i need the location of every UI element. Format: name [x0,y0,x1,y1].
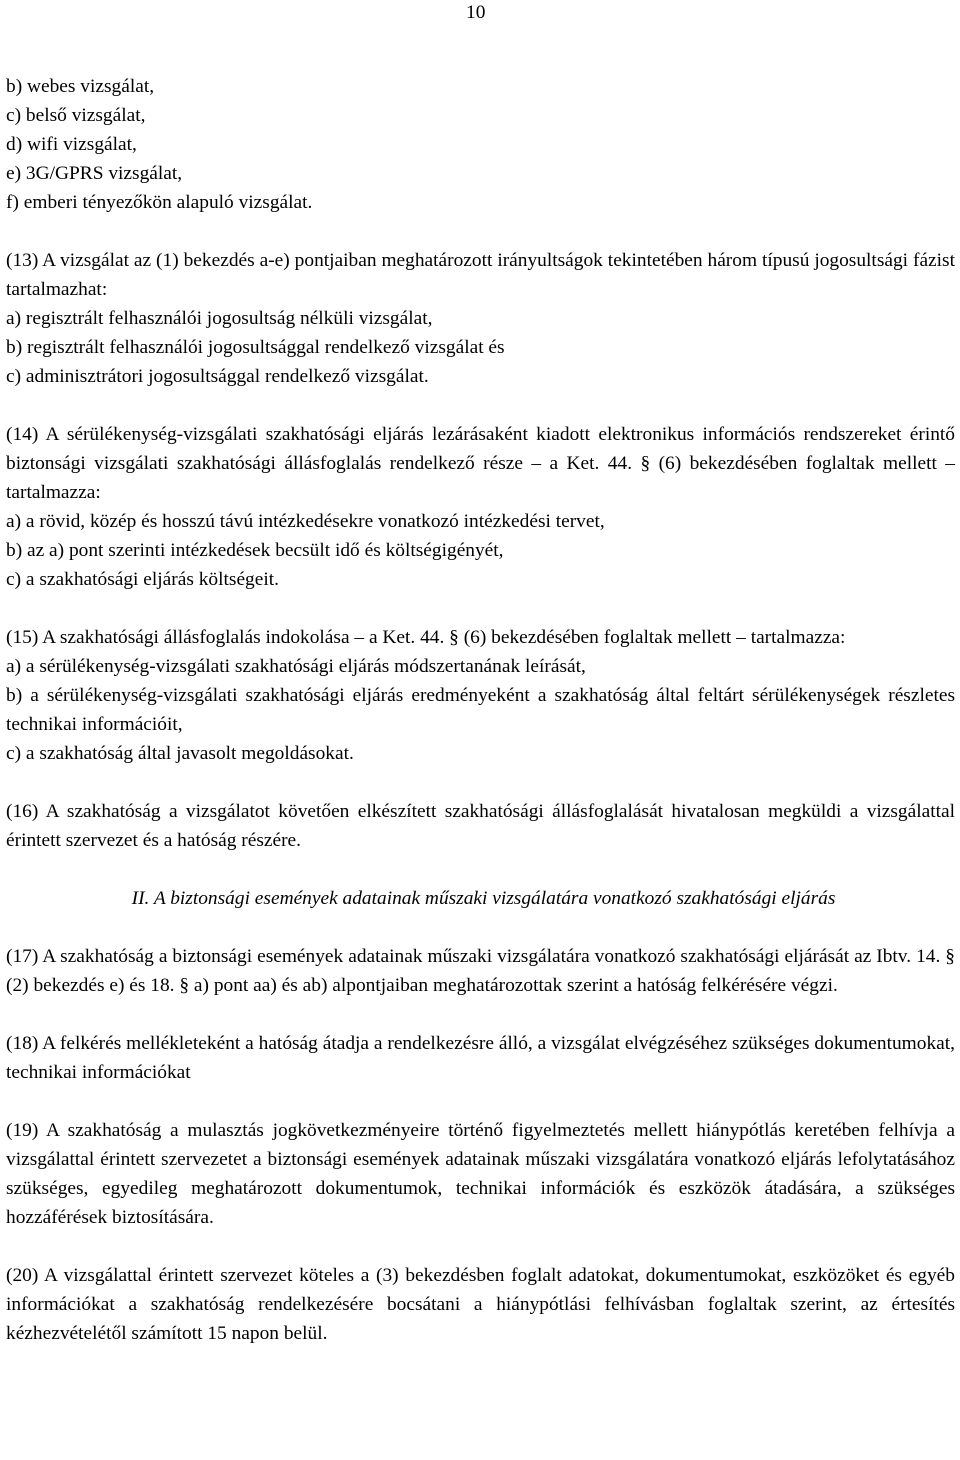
paragraph-19: (19) A szakhatóság a mulasztás jogkövetkezményeire történő figyelmeztetés mellett hiánypótlás keretében felhívja a vizsgálattal érintett szervezetet a biztonsági események adatainak műszaki vizsgálatára vonatkozó eljárás lefolytatásához szükséges, egyedileg meghatározott dokumentumok, technikai információk és eszközök átadására, a szükséges hozzáférések biztosítására. [6,1120,955,1228]
page-number: 10 [466,2,486,23]
paragraph-15-intro: (15) A szakhatósági állásfoglalás indokolása – a Ket. 44. § (6) bekezdésében foglaltak mellett – tartalmazza: [6,627,846,648]
paragraph-13 [6,246,955,391]
paragraph-13-intro: (13) A vizsgálat az (1) bekezdés a-e) pontjaiban meghatározott irányultságok tekintetében három típusú jogosultsági fázist tartalmazhat: [6,250,955,300]
list-item: e) 3G/GPRS vizsgálat, [6,163,183,184]
list-item: a) a rövid, közép és hosszú távú intézkedésekre vonatkozó intézkedési tervet, [6,511,605,532]
list-item: d) wifi vizsgálat, [6,134,137,155]
list-item: b) webes vizsgálat, [6,76,155,97]
paragraph-14-intro: (14) A sérülékenység-vizsgálati szakhatósági eljárás lezárásaként kiadott elektronikus információs rendszereket érintő biztonsági vizsgálati szakhatósági állásfoglalás rendelkező része – a Ket. 44. § (6) bekezdésében foglaltak mellett – tartalmazza: [6,424,955,503]
paragraph-20: (20) A vizsgálattal érintett szervezet köteles a (3) bekezdésben foglalt adatokat, dokumentumokat, eszközöket és egyéb információkat a szakhatóság rendelkezésére bocsátani a hiánypótlási felhívásban foglaltak szerint, az értesítés kézhezvételétől számított 15 napon belül. [6,1265,955,1344]
scan-types-list [6,72,955,217]
section-heading: II. A biztonsági események adatainak műszaki vizsgálatára vonatkozó szakhatósági eljárás [131,888,836,909]
list-item: c) adminisztrátori jogosultsággal rendelkező vizsgálat. [6,366,429,387]
list-item: c) belső vizsgálat, [6,105,146,126]
list-item: c) a szakhatóság által javasolt megoldásokat. [6,743,354,764]
list-item: b) a sérülékenység-vizsgálati szakhatósági eljárás eredményeként a szakhatóság által feltárt sérülékenységek részletes technikai információit, [6,685,955,735]
document-body [6,72,955,1348]
paragraph-17: (17) A szakhatóság a biztonsági események adatainak műszaki vizsgálatára vonatkozó szakhatósági eljárását az Ibtv. 14. § (2) bekezdés e) és 18. § a) pont aa) és ab) alpontjaiban meghatározottak szerint a hatóság felkérésére végzi. [6,946,955,996]
list-item: c) a szakhatósági eljárás költségeit. [6,569,279,590]
list-item: b) regisztrált felhasználói jogosultsággal rendelkező vizsgálat és [6,337,505,358]
paragraph-16: (16) A szakhatóság a vizsgálatot követően elkészített szakhatósági állásfoglalását hivatalosan megküldi a vizsgálattal érintett szervezet és a hatóság részére. [6,801,955,851]
paragraph-18: (18) A felkérés mellékleteként a hatóság átadja a rendelkezésre álló, a vizsgálat elvégzéséhez szükséges dokumentumokat, technikai információkat [6,1033,955,1083]
list-item: a) a sérülékenység-vizsgálati szakhatósági eljárás módszertanának leírását, [6,656,586,677]
paragraph-14 [6,420,955,594]
list-item: f) emberi tényezőkön alapuló vizsgálat. [6,192,313,213]
list-item: b) az a) pont szerinti intézkedések becsült idő és költségigényét, [6,540,504,561]
paragraph-15 [6,623,955,768]
list-item: a) regisztrált felhasználói jogosultság nélküli vizsgálat, [6,308,433,329]
